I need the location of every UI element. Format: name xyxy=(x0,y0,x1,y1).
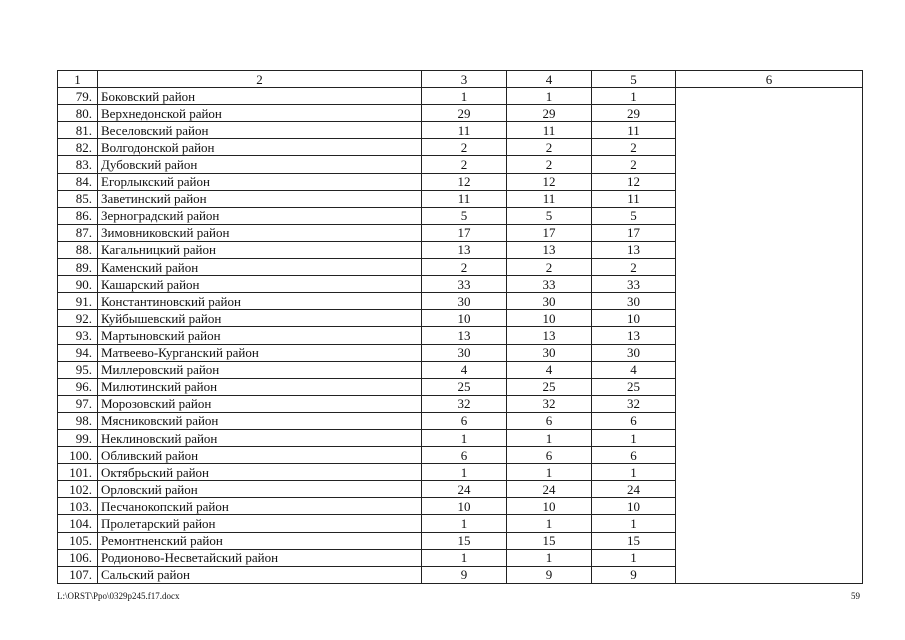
column-3-value-cell: 17 xyxy=(422,224,507,241)
column-5-value-cell: 1 xyxy=(592,515,676,532)
column-3-value-cell: 6 xyxy=(422,412,507,429)
column-5-value-cell: 9 xyxy=(592,566,676,583)
district-name-cell: Верхнедонской район xyxy=(98,105,422,122)
district-name-cell: Боковский район xyxy=(98,88,422,105)
column-5-value-cell: 1 xyxy=(592,549,676,566)
column-5-value-cell: 10 xyxy=(592,498,676,515)
column-5-value-cell: 30 xyxy=(592,344,676,361)
district-name-cell: Куйбышевский район xyxy=(98,310,422,327)
column-4-value-cell: 29 xyxy=(507,105,592,122)
column-5-value-cell: 13 xyxy=(592,241,676,258)
column-3-value-cell: 1 xyxy=(422,464,507,481)
column-5-value-cell: 2 xyxy=(592,139,676,156)
column-4-value-cell: 10 xyxy=(507,498,592,515)
district-name-cell: Октябрьский район xyxy=(98,464,422,481)
column-5-value-cell: 4 xyxy=(592,361,676,378)
column-5-value-cell: 11 xyxy=(592,122,676,139)
column-4-value-cell: 9 xyxy=(507,566,592,583)
column-3-value-cell: 6 xyxy=(422,447,507,464)
row-number-cell: 82. xyxy=(58,139,98,156)
district-name-cell: Кашарский район xyxy=(98,276,422,293)
column-3-value-cell: 1 xyxy=(422,429,507,446)
district-name-cell: Мясниковский район xyxy=(98,412,422,429)
column-5-value-cell: 33 xyxy=(592,276,676,293)
column-3-value-cell: 5 xyxy=(422,207,507,224)
column-4-value-cell: 30 xyxy=(507,293,592,310)
row-number-cell: 81. xyxy=(58,122,98,139)
column-4-value-cell: 15 xyxy=(507,532,592,549)
column-3-value-cell: 2 xyxy=(422,156,507,173)
column-5-value-cell: 6 xyxy=(592,412,676,429)
table-header-row xyxy=(58,71,863,88)
header-cell-3: 3 xyxy=(422,71,507,88)
district-name-cell: Пролетарский район xyxy=(98,515,422,532)
footer-page-number: 59 xyxy=(851,591,860,601)
column-4-value-cell: 4 xyxy=(507,361,592,378)
column-5-value-cell: 15 xyxy=(592,532,676,549)
column-3-value-cell: 24 xyxy=(422,481,507,498)
column-4-value-cell: 12 xyxy=(507,173,592,190)
column-3-value-cell: 32 xyxy=(422,395,507,412)
row-number-cell: 99. xyxy=(58,429,98,446)
row-number-cell: 83. xyxy=(58,156,98,173)
header-cell-1: 1 xyxy=(58,71,98,88)
district-table xyxy=(57,70,863,584)
column-5-value-cell: 24 xyxy=(592,481,676,498)
district-name-cell: Милютинский район xyxy=(98,378,422,395)
row-number-cell: 79. xyxy=(58,88,98,105)
row-number-cell: 93. xyxy=(58,327,98,344)
row-number-cell: 102. xyxy=(58,481,98,498)
column-5-value-cell: 11 xyxy=(592,190,676,207)
column-5-value-cell: 17 xyxy=(592,224,676,241)
row-number-cell: 87. xyxy=(58,224,98,241)
column-5-value-cell: 32 xyxy=(592,395,676,412)
column-3-value-cell: 30 xyxy=(422,344,507,361)
district-name-cell: Зимовниковский район xyxy=(98,224,422,241)
column-4-value-cell: 13 xyxy=(507,241,592,258)
district-name-cell: Мартыновский район xyxy=(98,327,422,344)
column-4-value-cell: 6 xyxy=(507,447,592,464)
column-3-value-cell: 10 xyxy=(422,310,507,327)
row-number-cell: 95. xyxy=(58,361,98,378)
column-5-value-cell: 5 xyxy=(592,207,676,224)
table-row xyxy=(58,88,863,105)
column-3-value-cell: 13 xyxy=(422,241,507,258)
column-3-value-cell: 11 xyxy=(422,122,507,139)
column-4-value-cell: 2 xyxy=(507,156,592,173)
table-body xyxy=(58,71,863,584)
column-5-value-cell: 1 xyxy=(592,88,676,105)
district-name-cell: Веселовский район xyxy=(98,122,422,139)
column-4-value-cell: 2 xyxy=(507,259,592,276)
column-3-value-cell: 1 xyxy=(422,515,507,532)
row-number-cell: 96. xyxy=(58,378,98,395)
column-3-value-cell: 11 xyxy=(422,190,507,207)
column-4-value-cell: 1 xyxy=(507,464,592,481)
district-name-cell: Орловский район xyxy=(98,481,422,498)
row-number-cell: 104. xyxy=(58,515,98,532)
district-name-cell: Ремонтненский район xyxy=(98,532,422,549)
column-3-value-cell: 30 xyxy=(422,293,507,310)
column-4-value-cell: 1 xyxy=(507,88,592,105)
column-4-value-cell: 2 xyxy=(507,139,592,156)
column-3-value-cell: 33 xyxy=(422,276,507,293)
column-5-value-cell: 30 xyxy=(592,293,676,310)
column-5-value-cell: 1 xyxy=(592,464,676,481)
column-6-merged-cell xyxy=(676,88,863,584)
district-name-cell: Зерноградский район xyxy=(98,207,422,224)
column-4-value-cell: 33 xyxy=(507,276,592,293)
column-4-value-cell: 5 xyxy=(507,207,592,224)
column-4-value-cell: 25 xyxy=(507,378,592,395)
row-number-cell: 88. xyxy=(58,241,98,258)
header-cell-2: 2 xyxy=(98,71,422,88)
row-number-cell: 80. xyxy=(58,105,98,122)
column-5-value-cell: 2 xyxy=(592,259,676,276)
column-3-value-cell: 2 xyxy=(422,259,507,276)
column-5-value-cell: 12 xyxy=(592,173,676,190)
row-number-cell: 97. xyxy=(58,395,98,412)
row-number-cell: 90. xyxy=(58,276,98,293)
row-number-cell: 106. xyxy=(58,549,98,566)
row-number-cell: 98. xyxy=(58,412,98,429)
row-number-cell: 107. xyxy=(58,566,98,583)
row-number-cell: 94. xyxy=(58,344,98,361)
row-number-cell: 84. xyxy=(58,173,98,190)
footer-file-path: L:\ORST\Ppo\0329p245.f17.docx xyxy=(57,591,180,601)
column-4-value-cell: 1 xyxy=(507,549,592,566)
column-4-value-cell: 6 xyxy=(507,412,592,429)
district-name-cell: Матвеево-Курганский район xyxy=(98,344,422,361)
column-5-value-cell: 2 xyxy=(592,156,676,173)
header-cell-5: 5 xyxy=(592,71,676,88)
row-number-cell: 100. xyxy=(58,447,98,464)
column-4-value-cell: 30 xyxy=(507,344,592,361)
column-3-value-cell: 10 xyxy=(422,498,507,515)
column-4-value-cell: 24 xyxy=(507,481,592,498)
district-name-cell: Песчанокопский район xyxy=(98,498,422,515)
row-number-cell: 89. xyxy=(58,259,98,276)
column-3-value-cell: 1 xyxy=(422,88,507,105)
district-name-cell: Обливский район xyxy=(98,447,422,464)
header-cell-6: 6 xyxy=(676,71,863,88)
district-name-cell: Миллеровский район xyxy=(98,361,422,378)
row-number-cell: 86. xyxy=(58,207,98,224)
district-name-cell: Константиновский район xyxy=(98,293,422,310)
column-4-value-cell: 11 xyxy=(507,122,592,139)
column-4-value-cell: 1 xyxy=(507,515,592,532)
row-number-cell: 103. xyxy=(58,498,98,515)
column-3-value-cell: 25 xyxy=(422,378,507,395)
district-name-cell: Каменский район xyxy=(98,259,422,276)
row-number-cell: 101. xyxy=(58,464,98,481)
row-number-cell: 92. xyxy=(58,310,98,327)
column-5-value-cell: 1 xyxy=(592,429,676,446)
column-4-value-cell: 32 xyxy=(507,395,592,412)
column-3-value-cell: 4 xyxy=(422,361,507,378)
district-name-cell: Егорлыкский район xyxy=(98,173,422,190)
district-name-cell: Заветинский район xyxy=(98,190,422,207)
row-number-cell: 91. xyxy=(58,293,98,310)
column-5-value-cell: 10 xyxy=(592,310,676,327)
column-5-value-cell: 25 xyxy=(592,378,676,395)
column-3-value-cell: 29 xyxy=(422,105,507,122)
district-name-cell: Сальский район xyxy=(98,566,422,583)
column-3-value-cell: 15 xyxy=(422,532,507,549)
column-4-value-cell: 10 xyxy=(507,310,592,327)
column-3-value-cell: 1 xyxy=(422,549,507,566)
column-3-value-cell: 9 xyxy=(422,566,507,583)
header-cell-4: 4 xyxy=(507,71,592,88)
column-4-value-cell: 1 xyxy=(507,429,592,446)
row-number-cell: 85. xyxy=(58,190,98,207)
district-name-cell: Кагальницкий район xyxy=(98,241,422,258)
district-name-cell: Дубовский район xyxy=(98,156,422,173)
district-name-cell: Морозовский район xyxy=(98,395,422,412)
column-5-value-cell: 6 xyxy=(592,447,676,464)
district-name-cell: Неклиновский район xyxy=(98,429,422,446)
district-name-cell: Родионово-Несветайский район xyxy=(98,549,422,566)
column-3-value-cell: 12 xyxy=(422,173,507,190)
column-4-value-cell: 11 xyxy=(507,190,592,207)
column-3-value-cell: 13 xyxy=(422,327,507,344)
column-5-value-cell: 13 xyxy=(592,327,676,344)
district-name-cell: Волгодонской район xyxy=(98,139,422,156)
column-5-value-cell: 29 xyxy=(592,105,676,122)
column-3-value-cell: 2 xyxy=(422,139,507,156)
column-4-value-cell: 13 xyxy=(507,327,592,344)
column-4-value-cell: 17 xyxy=(507,224,592,241)
row-number-cell: 105. xyxy=(58,532,98,549)
